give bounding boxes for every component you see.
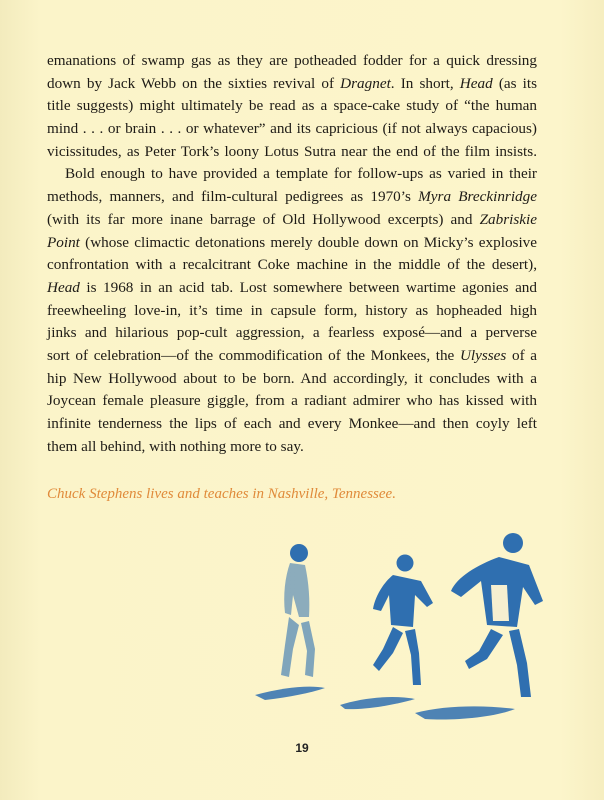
text-line: jinks and hilarious pop-cult aggression, a fearless exposé—and a perverse [47, 324, 537, 342]
text-line: mind . . . or brain . . . or whatever” and its capricious (if not always capacious) [47, 120, 537, 138]
text-line: Head is 1968 in an acid tab. Lost somewhere between wartime agonies and [47, 278, 537, 296]
essay-text [47, 50, 537, 458]
text-line: freewheeling love-in, it’s time in capsule form, history as hopheaded high [47, 301, 537, 319]
author-byline: Chuck Stephens lives and teaches in Nashville, Tennessee. [47, 486, 396, 502]
text-line: sort of celebration—of the commodification of the Monkees, the Ulysses of a [47, 346, 537, 364]
text-line: Bold enough to have provided a template for follow-ups as varied in their [65, 165, 537, 183]
text-line: infinite tenderness the lips of each and every Monkee—and then coyly left [47, 415, 537, 432]
text-line: vicissitudes, as Peter Tork’s loony Lotus Sutra near the end of the film insists. [47, 142, 537, 160]
text-line: title suggests) might ultimately be read as a space-cake study of “the human [47, 97, 537, 115]
text-line: down by Jack Webb on the sixties revival of Dragnet. In short, Head (as its [47, 74, 538, 92]
text-line: emanations of swamp gas as they are potheaded fodder for a quick dressing [47, 52, 537, 69]
text-line: Joycean female pleasure giggle, from a radiant admirer who has kissed with [47, 392, 537, 410]
text-line: them all behind, with nothing more to say. [47, 437, 304, 455]
text-line: confrontation with a recalcitrant Coke machine in the middle of the desert), [47, 256, 537, 274]
photo-silhouettes [255, 533, 543, 720]
text-line: (with its far more inane barrage of Old Hollywood excerpts) and Zabriskie [47, 210, 537, 228]
text-line: methods, manners, and film-cultural pedigrees as 1970’s Myra Breckinridge [47, 188, 537, 206]
text-line: Point (whose climactic detonations merely double down on Micky’s explosive [47, 233, 537, 251]
text-line: hip New Hollywood about to be born. And accordingly, it concludes with a [47, 369, 537, 387]
page-number: 19 [295, 741, 309, 755]
running-figures-photo [255, 525, 555, 730]
